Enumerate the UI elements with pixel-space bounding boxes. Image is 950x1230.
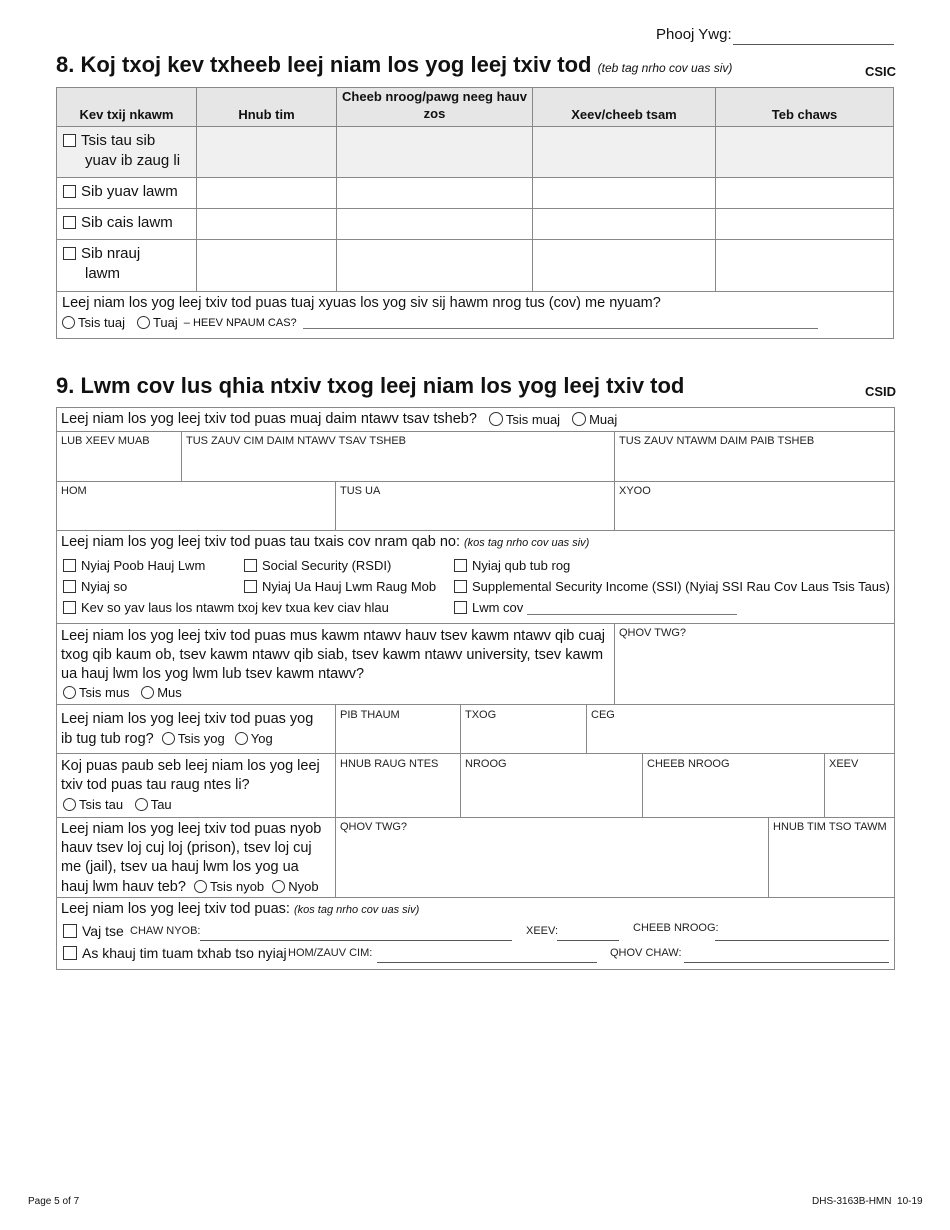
radio[interactable] — [63, 798, 76, 811]
school-options — [63, 683, 182, 702]
state-issued-label: LUB XEEV MUAB — [61, 435, 150, 447]
state-cell[interactable] — [533, 240, 716, 292]
form-id: DHS-3163B-HMN 10-19 — [812, 1196, 923, 1207]
page-field[interactable] — [733, 44, 894, 45]
col-county: Cheeb nroog/pawg neeg hauv zos — [337, 88, 533, 127]
section8-code: CSIC — [865, 64, 897, 79]
license-question: Leej niam los yog leej txiv tod puas muaj daim ntawv tsav tsheb? — [61, 411, 477, 427]
option-not-military[interactable]: Tsis yog — [162, 731, 225, 746]
radio[interactable] — [489, 412, 503, 426]
deceased-option[interactable]: Vaj tse — [63, 922, 124, 941]
option-not-arrested[interactable]: Tsis tau — [63, 797, 123, 812]
date-cell[interactable] — [197, 209, 337, 240]
date-cell[interactable] — [197, 240, 337, 292]
radio[interactable] — [137, 316, 150, 329]
row-label[interactable]: Sib nrauj lawm — [63, 244, 175, 284]
benefit-workers-comp[interactable]: Nyiaj Ua Hauj Lwm Raug Mob — [244, 577, 436, 596]
arrest-options — [63, 795, 172, 814]
arrest-question: Koj puas paub seb leej niam los yog leej txiv tod puas tau raug ntes li? — [61, 758, 320, 793]
county-cell[interactable] — [337, 240, 533, 292]
custody-option[interactable]: As khauj tim tuam txhab tso nyiaj — [63, 944, 287, 963]
col-state: Xeev/cheeb tsam — [533, 88, 716, 127]
state-cell[interactable] — [533, 209, 716, 240]
school-question: Leej niam los yog leej txiv tod puas mus kawm ntawv hauv tsev kawm ntawv qib cuaj txog qib kaum ob, tsev kawm ntawv qib siab, tsev kawm ntawv university, tsev kawm ua hauj lwm los yog lwm lub tsev kawm ntawv? — [61, 628, 605, 682]
other-benefit-field[interactable] — [527, 614, 737, 615]
radio[interactable] — [572, 412, 586, 426]
place-of-death-field[interactable] — [200, 940, 512, 941]
row-label[interactable]: Tsis tau sib yuav ib zaug li — [63, 131, 190, 171]
visit-question: Leej niam los yog leej txiv tod puas tuaj xyuas los yog siv sij hawm nrog tus (cov) me nyuam? — [62, 295, 661, 311]
date-cell[interactable] — [197, 178, 337, 209]
visit-row — [57, 292, 894, 339]
type-number-field[interactable] — [377, 962, 597, 963]
checkbox[interactable] — [63, 216, 76, 229]
where-place-field[interactable] — [684, 962, 889, 963]
col-country: Teb chaws — [716, 88, 894, 127]
radio[interactable] — [141, 686, 154, 699]
radio[interactable] — [272, 880, 285, 893]
option-school[interactable]: Mus — [141, 685, 182, 700]
county-cell[interactable] — [337, 209, 533, 240]
row-label[interactable]: Sib yuav lawm — [63, 182, 190, 202]
how-much-label: – HEEV NPAUM CAS? — [183, 316, 297, 329]
checkbox[interactable] — [63, 134, 76, 147]
year-label: XYOO — [619, 485, 651, 497]
benefit-social-security[interactable]: Social Security (RSDI) — [244, 556, 391, 575]
section9-code: CSID — [865, 384, 897, 399]
option-has-license[interactable]: Muaj — [572, 410, 617, 429]
arrest-county-label: CHEEB NROOG — [647, 758, 730, 770]
checkbox[interactable] — [454, 580, 467, 593]
benefit-veterans[interactable]: Nyiaj qub tub rog — [454, 556, 570, 575]
state-cell[interactable] — [533, 178, 716, 209]
table-row — [57, 240, 894, 292]
status-question: Leej niam los yog leej txiv tod puas: (kos tag nrho cov uas siv) — [61, 901, 420, 917]
table-row — [57, 178, 894, 209]
radio[interactable] — [194, 880, 207, 893]
page-number: Page 5 of 7 — [28, 1196, 80, 1207]
benefit-railroad[interactable]: Kev so yav laus los ntawm txoj kev txua kev ciav hlau — [63, 598, 389, 617]
benefit-unemployment[interactable]: Nyiaj Poob Hauj Lwm — [63, 556, 205, 575]
license-number-label: TUS ZAUV CIM DAIM NTAWV TSAV TSHEB — [186, 435, 407, 447]
option-arrested[interactable]: Tau — [135, 797, 172, 812]
section8-title: 8. Koj txoj kev txheeb leej niam los yog leej txiv tod (teb tag nrho cov uas siv) — [56, 52, 733, 77]
benefits-question: Leej niam los yog leej txiv tod puas tau txais cov nram qab no: (kos tag nrho cov uas siv) — [61, 534, 590, 550]
table-row — [57, 127, 894, 178]
checkbox[interactable] — [454, 559, 467, 572]
marital-table — [56, 87, 894, 339]
prison-question: Leej niam los yog leej txiv tod puas nyob hauv tsev loj cuj loj (prison), tsev loj cuj me (jail), tsev ua hauj lwm los yog ua hauj lwm hauv teb? Tsis nyob Nyob — [61, 821, 322, 895]
date-cell[interactable] — [197, 127, 337, 178]
checkbox[interactable] — [63, 185, 76, 198]
benefit-ssi[interactable]: Supplemental Security Income (SSI) (Nyiaj SSI Rau Cov Laus Tsis Taus) — [454, 577, 890, 596]
col-marital: Kev txij nkawm — [57, 88, 197, 127]
school-where-label: QHOV TWG? — [619, 627, 687, 639]
death-state-label: XEEV: — [526, 925, 558, 937]
radio[interactable] — [135, 798, 148, 811]
military-question: Leej niam los yog leej txiv tod puas yog ib tug tub rog? Tsis yog Yog — [61, 711, 314, 747]
benefit-other[interactable]: Lwm cov — [454, 598, 523, 617]
option-no-school[interactable]: Tsis mus — [63, 685, 130, 700]
radio[interactable] — [235, 732, 248, 745]
arrest-state-label: XEEV — [829, 758, 859, 770]
checkbox[interactable] — [63, 247, 76, 260]
military-to-label: TXOG — [465, 709, 497, 721]
country-cell[interactable] — [716, 178, 894, 209]
option-military[interactable]: Yog — [235, 731, 273, 746]
arrest-date-label: HNUB RAUG NTES — [340, 758, 439, 770]
option-no-license[interactable]: Tsis muaj — [489, 410, 560, 429]
military-from-label: PIB THAUM — [340, 709, 400, 721]
death-county-label: CHEEB NROOG: — [633, 922, 719, 934]
checkbox[interactable] — [454, 601, 467, 614]
radio[interactable] — [63, 686, 76, 699]
arrest-city-label: NROOG — [465, 758, 507, 770]
make-label: HOM — [61, 485, 87, 497]
where-place-label: QHOV CHAW: — [610, 947, 682, 959]
death-state-field[interactable] — [557, 940, 619, 941]
country-cell[interactable] — [716, 127, 894, 178]
checkbox[interactable] — [63, 924, 77, 938]
option-no-visit[interactable]: Tsis tuaj — [62, 315, 125, 330]
checkbox[interactable] — [63, 580, 76, 593]
release-date-label: HNUB TIM TSO TAWM — [773, 821, 887, 833]
death-county-field[interactable] — [715, 940, 889, 941]
checkbox[interactable] — [63, 559, 76, 572]
benefit-pension[interactable]: Nyiaj so — [63, 577, 127, 596]
checkbox[interactable] — [244, 559, 257, 572]
option-in-prison[interactable]: Nyob — [272, 879, 318, 894]
col-date: Hnub tim — [197, 88, 337, 127]
how-much-field[interactable] — [303, 316, 818, 329]
table-row — [57, 209, 894, 240]
plate-number-label: TUS ZAUV NTAWM DAIM PAIB TSHEB — [619, 435, 815, 447]
option-visit[interactable]: Tuaj — [137, 315, 178, 330]
place-of-death-label: CHAW NYOB: — [130, 925, 201, 937]
country-cell[interactable] — [716, 240, 894, 292]
county-cell[interactable] — [337, 127, 533, 178]
checkbox[interactable] — [63, 601, 76, 614]
model-label: TUS UA — [340, 485, 381, 497]
section9-title: 9. Lwm cov lus qhia ntxiv txog leej niam los yog leej txiv tod — [56, 373, 685, 398]
option-not-in-prison[interactable]: Tsis nyob — [194, 879, 264, 894]
state-cell[interactable] — [533, 127, 716, 178]
row-label[interactable]: Sib cais lawm — [63, 213, 190, 233]
country-cell[interactable] — [716, 209, 894, 240]
license-row — [61, 410, 617, 429]
county-cell[interactable] — [337, 178, 533, 209]
page-label: Phooj Ywg: — [656, 26, 732, 43]
military-branch-label: CEG — [591, 709, 615, 721]
radio[interactable] — [162, 732, 175, 745]
checkbox[interactable] — [63, 946, 77, 960]
radio[interactable] — [62, 316, 75, 329]
checkbox[interactable] — [244, 580, 257, 593]
type-number-label: HOM/ZAUV CIM: — [288, 947, 373, 959]
prison-where-label: QHOV TWG? — [340, 821, 408, 833]
